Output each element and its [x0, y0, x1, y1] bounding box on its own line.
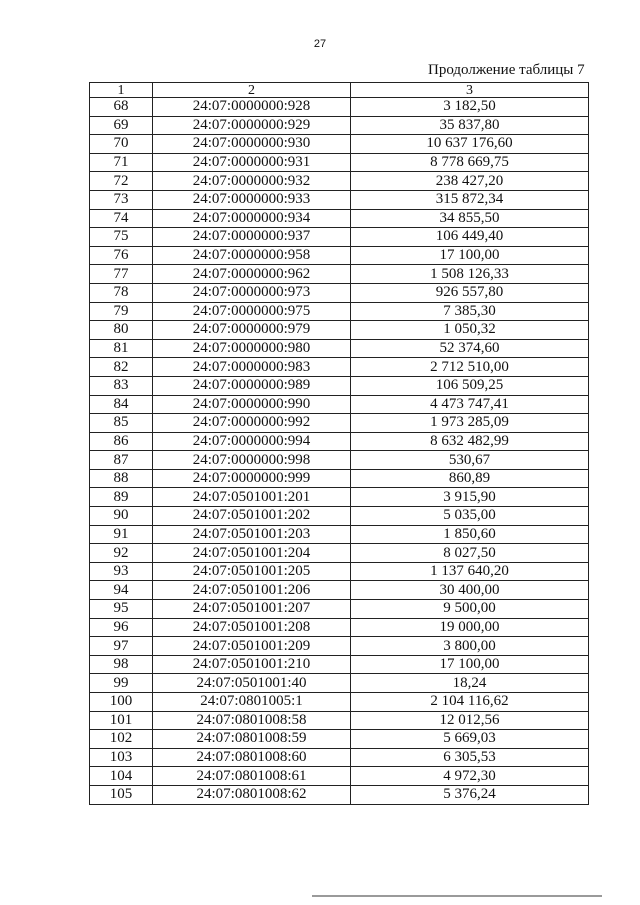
cadastral-number-cell: 24:07:0000000:934: [153, 209, 351, 228]
row-number-cell: 76: [90, 246, 153, 265]
row-number-cell: 103: [90, 748, 153, 767]
cadastral-number-cell: 24:07:0000000:979: [153, 321, 351, 340]
table-row: [90, 581, 589, 600]
cadastral-number-cell: 24:07:0000000:980: [153, 339, 351, 358]
cadastral-number-cell: 24:07:0000000:928: [153, 98, 351, 117]
row-number-cell: 89: [90, 488, 153, 507]
cadastral-number-cell: 24:07:0000000:929: [153, 116, 351, 135]
data-table: [89, 82, 589, 805]
page-number: 27: [313, 38, 327, 50]
table-row: [90, 283, 589, 302]
table-row: [90, 748, 589, 767]
cadastral-number-cell: 24:07:0000000:999: [153, 469, 351, 488]
cadastral-number-cell: 24:07:0000000:973: [153, 283, 351, 302]
row-number-cell: 97: [90, 637, 153, 656]
table-continuation-label: Продолжение таблицы 7: [428, 62, 585, 78]
value-cell: 5 035,00: [351, 507, 589, 526]
row-number-cell: 101: [90, 711, 153, 730]
value-cell: 5 376,24: [351, 785, 589, 804]
cadastral-number-cell: 24:07:0000000:992: [153, 414, 351, 433]
value-cell: 19 000,00: [351, 618, 589, 637]
cadastral-number-cell: 24:07:0801008:60: [153, 748, 351, 767]
value-cell: 4 972,30: [351, 767, 589, 786]
row-number-cell: 94: [90, 581, 153, 600]
cadastral-number-cell: 24:07:0501001:209: [153, 637, 351, 656]
column-header-1: 1: [90, 83, 153, 98]
table-row: [90, 414, 589, 433]
table-row: [90, 693, 589, 712]
table-row: [90, 246, 589, 265]
value-cell: 1 137 640,20: [351, 562, 589, 581]
table-row: [90, 525, 589, 544]
table-row: [90, 228, 589, 247]
table-row: [90, 488, 589, 507]
table-row: [90, 637, 589, 656]
row-number-cell: 102: [90, 730, 153, 749]
value-cell: 1 973 285,09: [351, 414, 589, 433]
cadastral-number-cell: 24:07:0000000:937: [153, 228, 351, 247]
row-number-cell: 87: [90, 451, 153, 470]
value-cell: 30 400,00: [351, 581, 589, 600]
value-cell: 1 850,60: [351, 525, 589, 544]
row-number-cell: 96: [90, 618, 153, 637]
row-number-cell: 79: [90, 302, 153, 321]
cadastral-number-cell: 24:07:0801008:61: [153, 767, 351, 786]
value-cell: 5 669,03: [351, 730, 589, 749]
cadastral-number-cell: 24:07:0801008:62: [153, 785, 351, 804]
value-cell: 8 778 669,75: [351, 153, 589, 172]
row-number-cell: 72: [90, 172, 153, 191]
cadastral-number-cell: 24:07:0501001:207: [153, 600, 351, 619]
table-row: [90, 469, 589, 488]
table-row: [90, 265, 589, 284]
table-row: [90, 767, 589, 786]
table-row: [90, 655, 589, 674]
table-row: [90, 618, 589, 637]
table-row: [90, 339, 589, 358]
table-row: [90, 302, 589, 321]
table-row: [90, 730, 589, 749]
cadastral-number-cell: 24:07:0501001:208: [153, 618, 351, 637]
value-cell: 4 473 747,41: [351, 395, 589, 414]
table-row: [90, 190, 589, 209]
value-cell: 2 712 510,00: [351, 358, 589, 377]
value-cell: 6 305,53: [351, 748, 589, 767]
row-number-cell: 70: [90, 135, 153, 154]
table-row: [90, 711, 589, 730]
scan-edge-mark: [312, 895, 602, 897]
cadastral-number-cell: 24:07:0000000:931: [153, 153, 351, 172]
table-row: [90, 600, 589, 619]
cadastral-number-cell: 24:07:0501001:206: [153, 581, 351, 600]
value-cell: 34 855,50: [351, 209, 589, 228]
table-header-row: [90, 83, 589, 98]
row-number-cell: 83: [90, 376, 153, 395]
value-cell: 238 427,20: [351, 172, 589, 191]
row-number-cell: 91: [90, 525, 153, 544]
table-row: [90, 785, 589, 804]
row-number-cell: 74: [90, 209, 153, 228]
value-cell: 12 012,56: [351, 711, 589, 730]
row-number-cell: 104: [90, 767, 153, 786]
column-header-3: 3: [351, 83, 589, 98]
cadastral-number-cell: 24:07:0501001:203: [153, 525, 351, 544]
value-cell: 926 557,80: [351, 283, 589, 302]
table-row: [90, 507, 589, 526]
value-cell: 7 385,30: [351, 302, 589, 321]
table-row: [90, 432, 589, 451]
cadastral-number-cell: 24:07:0000000:998: [153, 451, 351, 470]
cadastral-number-cell: 24:07:0501001:205: [153, 562, 351, 581]
table-row: [90, 135, 589, 154]
value-cell: 3 915,90: [351, 488, 589, 507]
cadastral-number-cell: 24:07:0801008:59: [153, 730, 351, 749]
row-number-cell: 78: [90, 283, 153, 302]
row-number-cell: 69: [90, 116, 153, 135]
row-number-cell: 98: [90, 655, 153, 674]
row-number-cell: 88: [90, 469, 153, 488]
value-cell: 860,89: [351, 469, 589, 488]
cadastral-number-cell: 24:07:0000000:990: [153, 395, 351, 414]
row-number-cell: 84: [90, 395, 153, 414]
value-cell: 106 509,25: [351, 376, 589, 395]
row-number-cell: 77: [90, 265, 153, 284]
cadastral-number-cell: 24:07:0000000:962: [153, 265, 351, 284]
cadastral-number-cell: 24:07:0501001:204: [153, 544, 351, 563]
row-number-cell: 86: [90, 432, 153, 451]
value-cell: 106 449,40: [351, 228, 589, 247]
cadastral-number-cell: 24:07:0501001:202: [153, 507, 351, 526]
table-body: [90, 83, 589, 805]
cadastral-number-cell: 24:07:0000000:930: [153, 135, 351, 154]
table-row: [90, 209, 589, 228]
row-number-cell: 95: [90, 600, 153, 619]
value-cell: 10 637 176,60: [351, 135, 589, 154]
value-cell: 35 837,80: [351, 116, 589, 135]
row-number-cell: 80: [90, 321, 153, 340]
row-number-cell: 82: [90, 358, 153, 377]
table-row: [90, 172, 589, 191]
value-cell: 3 800,00: [351, 637, 589, 656]
value-cell: 2 104 116,62: [351, 693, 589, 712]
table-row: [90, 98, 589, 117]
table-row: [90, 358, 589, 377]
row-number-cell: 81: [90, 339, 153, 358]
cadastral-number-cell: 24:07:0000000:932: [153, 172, 351, 191]
table-row: [90, 376, 589, 395]
value-cell: 52 374,60: [351, 339, 589, 358]
value-cell: 8 027,50: [351, 544, 589, 563]
cadastral-number-cell: 24:07:0501001:201: [153, 488, 351, 507]
value-cell: 17 100,00: [351, 655, 589, 674]
cadastral-number-cell: 24:07:0501001:40: [153, 674, 351, 693]
cadastral-number-cell: 24:07:0000000:958: [153, 246, 351, 265]
row-number-cell: 93: [90, 562, 153, 581]
value-cell: 9 500,00: [351, 600, 589, 619]
value-cell: 1 508 126,33: [351, 265, 589, 284]
row-number-cell: 90: [90, 507, 153, 526]
table-row: [90, 395, 589, 414]
table-row: [90, 562, 589, 581]
table-row: [90, 451, 589, 470]
cadastral-number-cell: 24:07:0000000:989: [153, 376, 351, 395]
table-row: [90, 674, 589, 693]
value-cell: 18,24: [351, 674, 589, 693]
value-cell: 3 182,50: [351, 98, 589, 117]
row-number-cell: 73: [90, 190, 153, 209]
row-number-cell: 105: [90, 785, 153, 804]
value-cell: 17 100,00: [351, 246, 589, 265]
value-cell: 1 050,32: [351, 321, 589, 340]
cadastral-number-cell: 24:07:0000000:975: [153, 302, 351, 321]
column-header-2: 2: [153, 83, 351, 98]
table-row: [90, 544, 589, 563]
cadastral-number-cell: 24:07:0000000:994: [153, 432, 351, 451]
cadastral-number-cell: 24:07:0000000:933: [153, 190, 351, 209]
table-row: [90, 116, 589, 135]
row-number-cell: 75: [90, 228, 153, 247]
row-number-cell: 68: [90, 98, 153, 117]
row-number-cell: 100: [90, 693, 153, 712]
row-number-cell: 99: [90, 674, 153, 693]
cadastral-number-cell: 24:07:0801008:58: [153, 711, 351, 730]
row-number-cell: 71: [90, 153, 153, 172]
value-cell: 315 872,34: [351, 190, 589, 209]
cadastral-number-cell: 24:07:0000000:983: [153, 358, 351, 377]
value-cell: 530,67: [351, 451, 589, 470]
table-row: [90, 153, 589, 172]
table-row: [90, 321, 589, 340]
cadastral-number-cell: 24:07:0801005:1: [153, 693, 351, 712]
value-cell: 8 632 482,99: [351, 432, 589, 451]
row-number-cell: 92: [90, 544, 153, 563]
cadastral-number-cell: 24:07:0501001:210: [153, 655, 351, 674]
row-number-cell: 85: [90, 414, 153, 433]
